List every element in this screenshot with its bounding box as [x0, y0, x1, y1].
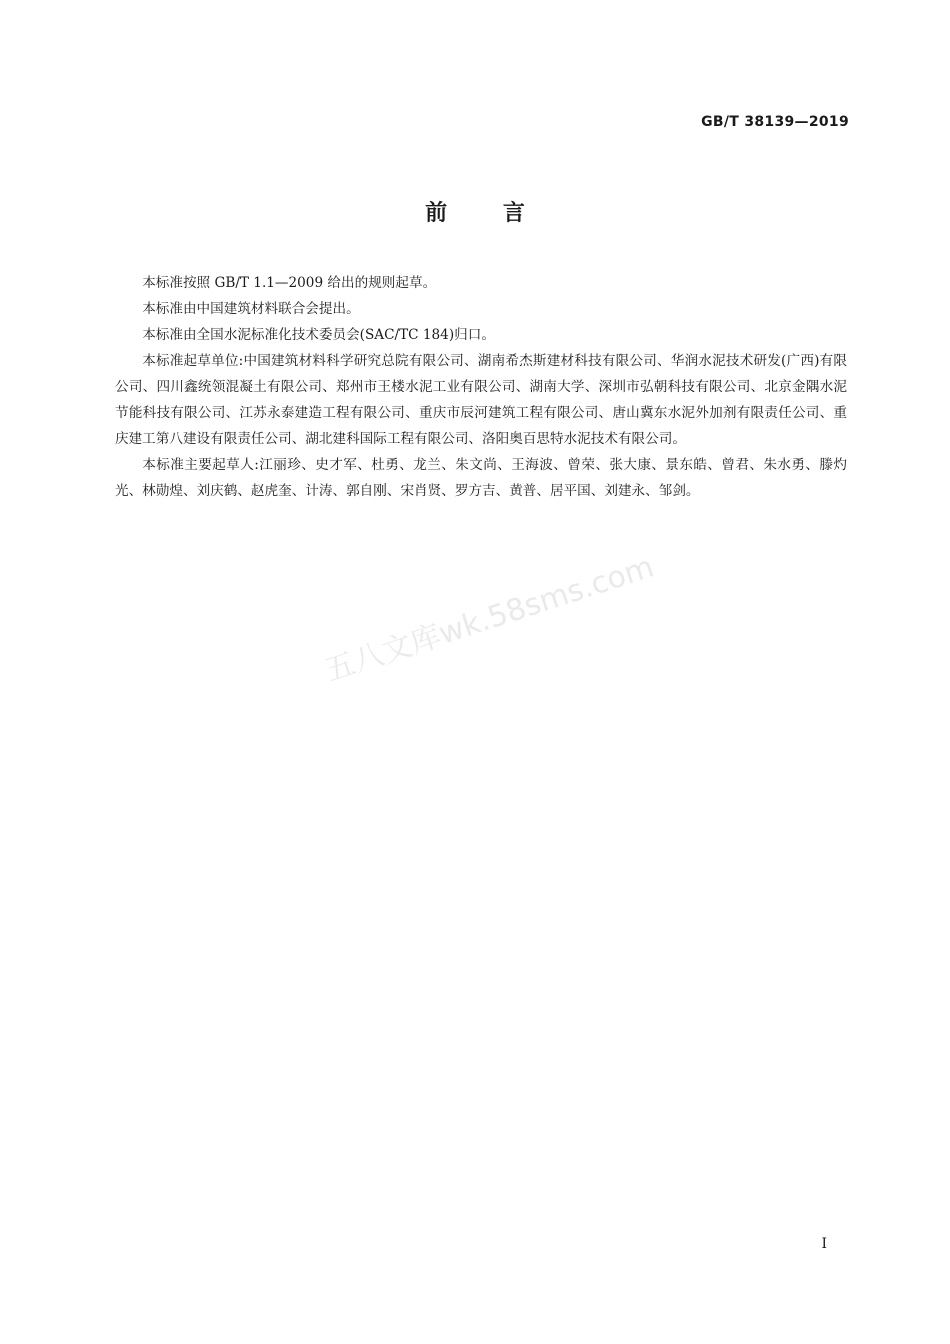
foreword-body	[115, 270, 847, 504]
paragraph-drafting-units: 本标准起草单位:中国建筑材料科学研究总院有限公司、湖南希杰斯建材科技有限公司、华润水泥技术研发(广西)有限公司、四川鑫统领混凝土有限公司、郑州市王楼水泥工业有限公司、湖南大学、深圳市弘朝科技有限公司、北京金隅水泥节能科技有限公司、江苏永泰建造工程有限公司、重庆市辰河建筑工程有限公司、唐山冀东水泥外加剂有限责任公司、重庆建工第八建设有限责任公司、湖北建科国际工程有限公司、洛阳奥百思特水泥技术有限公司。	[115, 353, 847, 447]
paragraph-drafting-rules: 本标准按照 GB/T 1.1—2009 给出的规则起草。	[142, 275, 437, 291]
paragraph-drafters: 本标准主要起草人:江丽珍、史才军、杜勇、龙兰、朱文尚、王海波、曾荣、张大康、景东皓、曾君、朱水勇、滕灼光、林勋煌、刘庆鹤、赵虎奎、计涛、郭自刚、宋肖贤、罗方吉、黄普、居平国、刘建永、邹剑。	[115, 457, 847, 499]
page-number: I	[821, 1236, 827, 1252]
paragraph-administrator: 本标准由全国水泥标准化技术委员会(SAC/TC 184)归口。	[142, 327, 495, 343]
paragraph-proposer: 本标准由中国建筑材料联合会提出。	[142, 301, 360, 317]
watermark: 五八文库wk.58sms.com	[320, 549, 659, 689]
standard-code: GB/T 38139—2019	[701, 114, 849, 130]
page-title: 前 言	[425, 201, 525, 226]
